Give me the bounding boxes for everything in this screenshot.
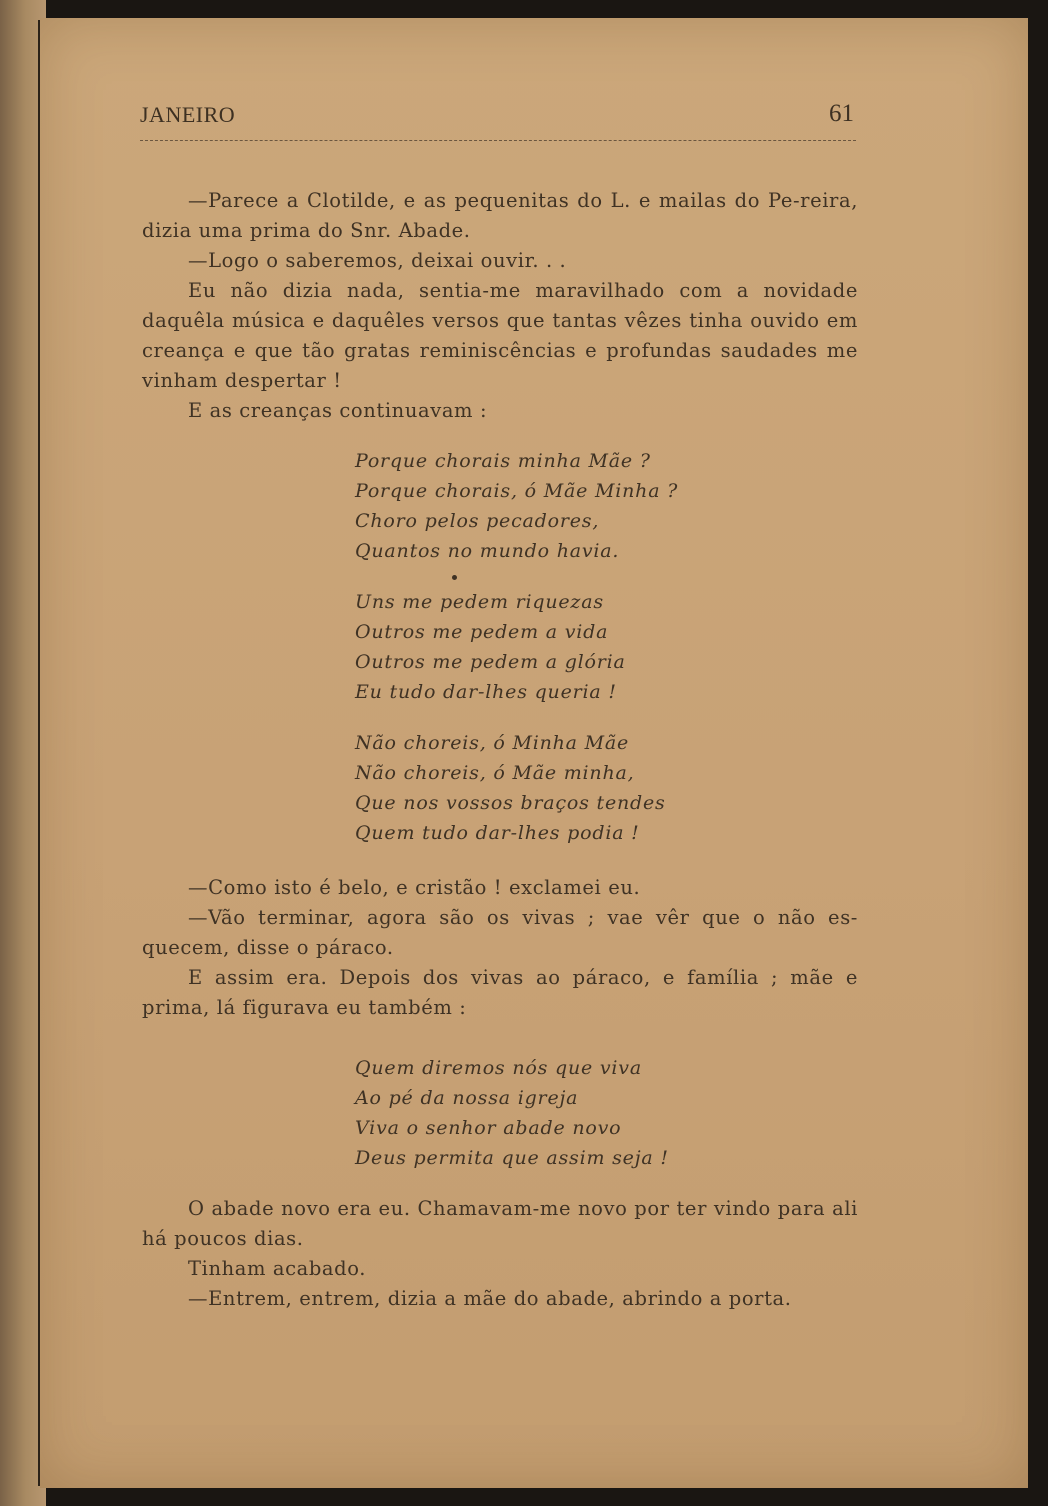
paragraph: E assim era. Depois dos vivas ao páraco, e família ; mãe e prima, lá figurava eu também :: [142, 966, 858, 1019]
paragraph: —Parece a Clotilde, e as pequenitas do L. e mailas do Pe-reira, dizia uma prima do Snr. Abade.: [142, 189, 858, 242]
verse-line: Que nos vossos braços tendes: [355, 792, 666, 814]
paragraph: Tinham acabado.: [188, 1257, 367, 1280]
paragraph: Eu não dizia nada, sentia-me maravilhado com a novidade daquêla música e daquêles versos que tantas vêzes tinha ouvido em creança e que tão gratas reminiscências e profundas saudades me vinham despertar !: [142, 279, 858, 392]
verse-line: Outros me pedem a vida: [355, 621, 609, 643]
section-title: JANEIRO: [140, 102, 236, 127]
verse-line: Quem diremos nós que viva: [355, 1057, 642, 1079]
stanza-1: [355, 446, 795, 566]
page-number: 61: [829, 100, 854, 127]
verse-line: Não choreis, ó Mãe minha,: [355, 762, 635, 784]
paragraph: E as creanças continuavam :: [188, 399, 488, 422]
paragraph: —Como isto é belo, e cristão ! exclamei eu.: [188, 876, 641, 899]
prose-block-2: [142, 873, 858, 1023]
paragraph: O abade novo era eu. Chamavam-me novo por ter vindo para ali há poucos dias.: [142, 1197, 858, 1250]
stanza-4: [355, 1053, 795, 1173]
paragraph: —Vão terminar, agora são os vivas ; vae vêr que o não es-quecem, disse o páraco.: [142, 906, 858, 959]
verse-line: Choro pelos pecadores,: [355, 510, 600, 532]
running-header: [140, 100, 856, 141]
verse-line: Outros me pedem a glória: [355, 651, 626, 673]
verse-line: Eu tudo dar-lhes queria !: [355, 681, 617, 703]
ornament-dot: [452, 575, 457, 580]
verse-line: Quantos no mundo havia.: [355, 540, 620, 562]
prose-block-1: [142, 186, 858, 426]
verse-line: Porque chorais, ó Mãe Minha ?: [355, 480, 679, 502]
prose-block-3: [142, 1194, 858, 1314]
verse-line: Deus permita que assim seja !: [355, 1147, 669, 1169]
stanza-3: [355, 728, 795, 848]
paragraph: —Logo o saberemos, deixai ouvir. . .: [188, 249, 567, 272]
stanza-2: [355, 587, 795, 707]
verse-line: Viva o senhor abade novo: [355, 1117, 622, 1139]
verse-line: Não choreis, ó Minha Mãe: [355, 732, 630, 754]
paragraph: —Entrem, entrem, dizia a mãe do abade, abrindo a porta.: [188, 1287, 792, 1310]
verse-line: Porque chorais minha Mãe ?: [355, 450, 651, 472]
verse-line: Quem tudo dar-lhes podia !: [355, 822, 640, 844]
verse-line: Uns me pedem riquezas: [355, 591, 604, 613]
verse-line: Ao pé da nossa igreja: [355, 1087, 579, 1109]
